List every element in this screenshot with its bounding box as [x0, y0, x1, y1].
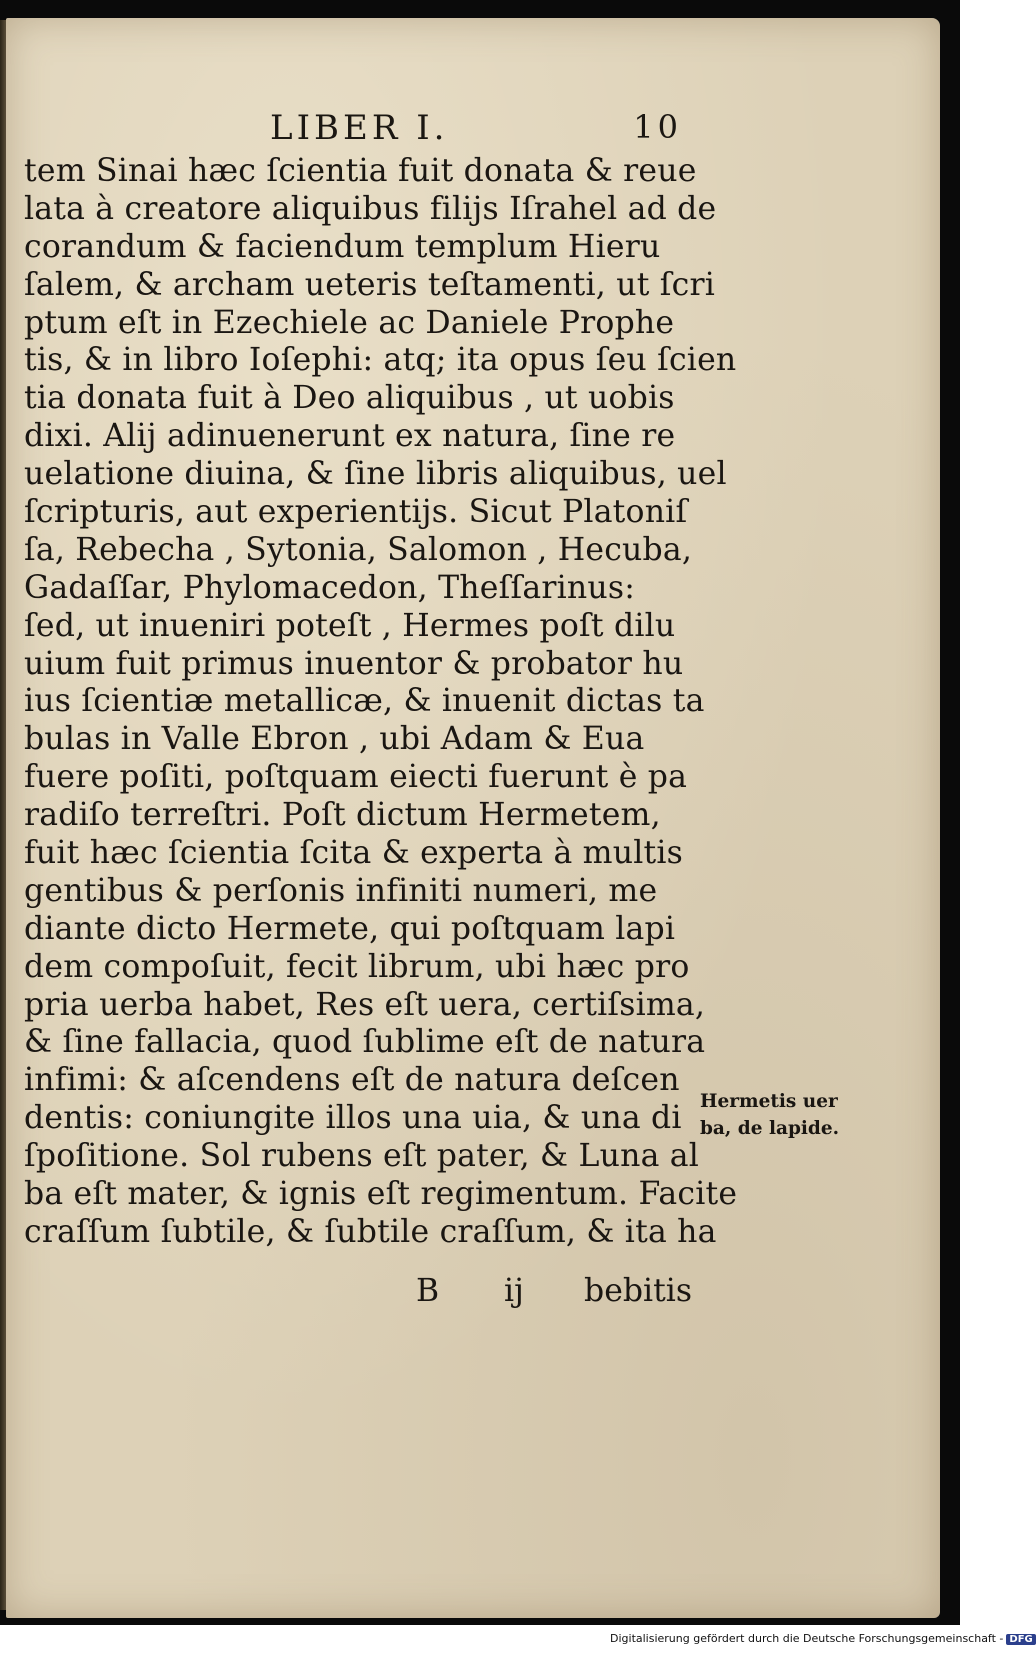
text-line: infimi: & aſcendens eſt de natura deſcen [24, 1062, 680, 1099]
text-line: pria uerba habet, Res eſt uera, certiſsima, [24, 986, 706, 1023]
text-line: ba eſt mater, & ignis eſt regimentum. Facite [24, 1176, 738, 1213]
text-line: ſcripturis, aut experientijs. Sicut Platoniſ [24, 494, 688, 531]
text-line: ſa, Rebecha , Sytonia, Salomon , Hecuba, [24, 531, 693, 568]
text-line: uelatione diuina, & ſine libris aliquibus, uel [24, 456, 727, 493]
text-line: dentis: coniungite illos una uia, & una di [24, 1100, 682, 1137]
margin-note [700, 1088, 890, 1142]
text-line: Gadaſſar, Phylomacedon, Theſſarinus: [24, 569, 636, 606]
text-line: ſalem, & archam ueteris teſtamenti, ut ſcri [24, 266, 716, 303]
text-line: uium fuit primus inuentor & probator hu [24, 645, 684, 682]
text-line: & ſine fallacia, quod ſublime eſt de natura [24, 1024, 706, 1061]
text-line: fuere poſiti, poſtquam eiecti fuerunt è pa [24, 759, 688, 796]
text-line: tis, & in libro Ioſephi: atq; ita opus ſeu ſcien [24, 342, 737, 379]
text-line: tia donata fuit à Deo aliquibus , ut uobis [24, 380, 675, 417]
signature-mark: B [416, 1273, 440, 1309]
text-line: dem compoſuit, fecit librum, ubi hæc pro [24, 948, 690, 985]
folio-number: 10 [633, 108, 682, 146]
signature-number: ij [504, 1273, 524, 1309]
text-line: ſpoſitione. Sol rubens eſt pater, & Luna al [24, 1138, 700, 1175]
text-line: ius ſcientiæ metallicæ, & inuenit dictas ta [24, 683, 705, 720]
catchword: bebitis [584, 1273, 692, 1309]
text-line: tem Sinai hæc ſcientia fuit donata & reue [24, 153, 697, 189]
dfg-logo: DFG [1006, 1634, 1035, 1645]
digitization-credit [610, 1632, 1033, 1652]
text-line: craſſum ſubtile, & ſubtile craſſum, & ita ha [24, 1213, 717, 1250]
running-head [270, 108, 690, 148]
text-line: lata à creatore aliquibus filijs Iſrahel ad de [24, 190, 717, 227]
text-line: radiſo terreſtri. Poſt dictum Hermetem, [24, 797, 661, 834]
text-line: fuit hæc ſcientia ſcita & experta à multis [24, 835, 683, 872]
text-line: bulas in Valle Ebron , ubi Adam & Eua [24, 721, 645, 758]
credit-text: Digitalisierung gefördert durch die Deutsche Forschungsgemeinschaft - [610, 1632, 1004, 1645]
text-line: ptum eſt in Ezechiele ac Daniele Prophe [24, 304, 675, 341]
text-line: ſed, ut inueniri poteſt , Hermes poſt dilu [24, 607, 676, 644]
text-line: dixi. Alij adinuenerunt ex natura, ſine re [24, 418, 676, 455]
running-title: LIBER I. [270, 108, 449, 148]
text-line: diante dicto Hermete, qui poſtquam lapi [24, 910, 676, 947]
main-text-block [24, 153, 738, 1252]
catchline [24, 1273, 702, 1313]
margin-note-line: Hermetis uer [700, 1091, 838, 1112]
text-line: gentibus & perſonis infiniti numeri, me [24, 872, 658, 909]
text-line: corandum & faciendum templum Hieru [24, 228, 661, 265]
margin-note-line: ba, de lapide. [700, 1118, 840, 1139]
